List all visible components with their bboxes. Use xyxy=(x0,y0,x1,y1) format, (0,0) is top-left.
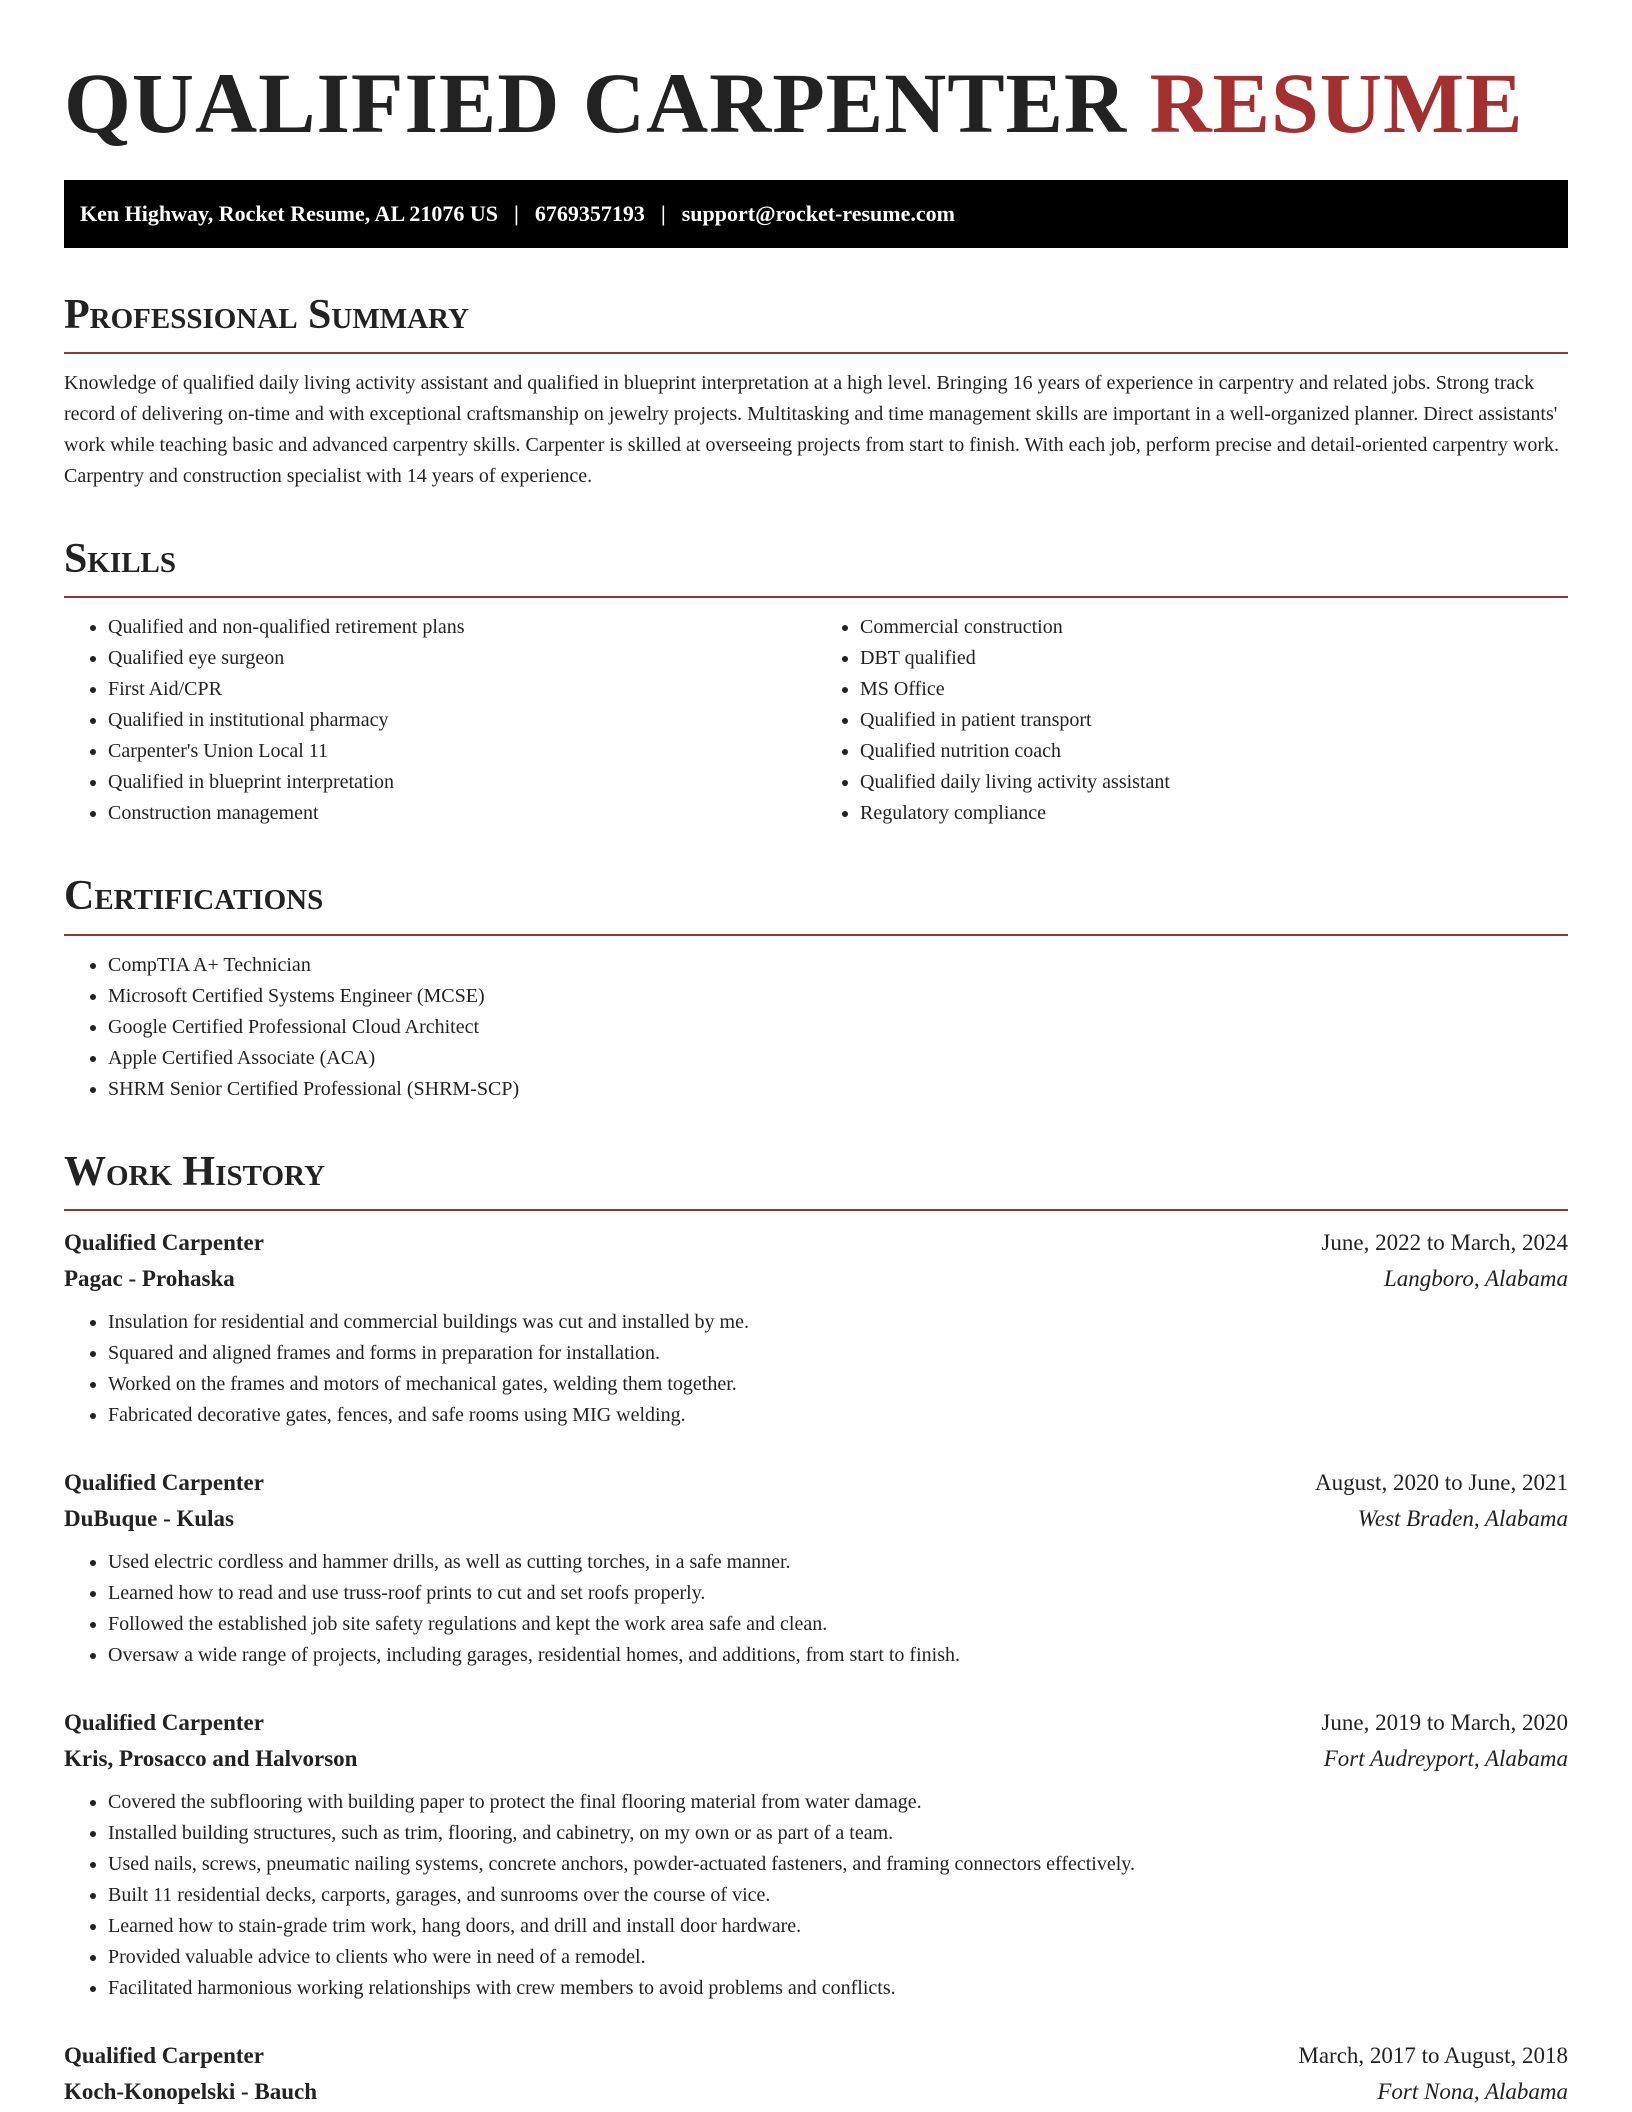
section-divider xyxy=(64,352,1568,354)
certification-item: • SHRM Senior Certified Professional (SHRM-SCP) xyxy=(108,1074,1568,1105)
title-main: QUALIFIED CARPENTER xyxy=(64,55,1128,151)
contact-phone: 6769357193 xyxy=(534,201,645,226)
job-header-row xyxy=(64,1465,1568,1501)
job-bullet: • Built 11 residential decks, carports, garages, and sunrooms over the course of vice. xyxy=(108,1880,1568,1911)
job-company-row xyxy=(64,1741,1568,1777)
skill-item: • Qualified eye surgeon xyxy=(108,643,816,674)
resume-title xyxy=(64,55,1568,151)
job-title: Qualified Carpenter xyxy=(64,1469,264,1495)
job-dates: June, 2019 to March, 2020 xyxy=(1321,1709,1568,1735)
skills-left-list xyxy=(64,612,816,829)
work-history-heading: Work History xyxy=(64,1148,325,1195)
skill-item: • Qualified and non-qualified retirement plans xyxy=(108,612,816,643)
section-divider xyxy=(64,934,1568,936)
skill-item: • Qualified in patient transport xyxy=(860,705,1568,736)
skills-heading: Skills xyxy=(64,536,177,583)
job-bullet-list xyxy=(64,1547,1568,1671)
certifications-list xyxy=(64,950,1568,1105)
job-entry xyxy=(64,1705,1568,2004)
job-bullet: • Learned how to stain-grade trim work, hang doors, and drill and install door hardware. xyxy=(108,1911,1568,1942)
job-title: Qualified Carpenter xyxy=(64,1229,264,1255)
skills-grid xyxy=(64,612,1568,829)
job-entry xyxy=(64,2038,1568,2110)
job-dates: March, 2017 to August, 2018 xyxy=(1298,2042,1568,2068)
job-bullet: • Used nails, screws, pneumatic nailing systems, concrete anchors, powder-actuated fasteners, and framing connectors effectively. xyxy=(108,1849,1568,1880)
job-bullet: • Worked on the frames and motors of mechanical gates, welding them together. xyxy=(108,1369,1568,1400)
skill-item: • Construction management xyxy=(108,798,816,829)
certification-item: • CompTIA A+ Technician xyxy=(108,950,1568,981)
job-bullet: • Used electric cordless and hammer drills, as well as cutting torches, in a safe manner. xyxy=(108,1547,1568,1578)
skill-item: • Commercial construction xyxy=(860,612,1568,643)
skill-item: • Regulatory compliance xyxy=(860,798,1568,829)
certification-item: • Google Certified Professional Cloud Architect xyxy=(108,1012,1568,1043)
certification-item: • Microsoft Certified Systems Engineer (MCSE) xyxy=(108,981,1568,1012)
summary-heading: Professional Summary xyxy=(64,292,469,338)
job-bullet: • Insulation for residential and commercial buildings was cut and installed by me. xyxy=(108,1307,1568,1338)
job-bullet-list xyxy=(64,1787,1568,2004)
skill-item: • DBT qualified xyxy=(860,643,1568,674)
job-company: Koch-Konopelski - Bauch xyxy=(64,2078,318,2104)
job-bullet: • Learned how to read and use truss-roof prints to cut and set roofs properly. xyxy=(108,1578,1568,1609)
job-entry xyxy=(64,1465,1568,1671)
summary-text: Knowledge of qualified daily living activity assistant and qualified in blueprint interpretation at a high level. Bringing 16 years of experience in carpentry and related jobs. Strong track record of delivering on-time and with exceptional craftsmanship on jewelry projects. Multitasking and time management skills are important in a well-organized planner. Direct assistants' work while teaching basic and advanced carpentry skills. Carpenter is skilled at overseeing projects from start to finish. With each job, perform precise and detail-oriented carpentry work. Carpentry and construction specialist with 14 years of experience. xyxy=(64,372,1559,488)
job-company-row xyxy=(64,1261,1568,1297)
job-company: DuBuque - Kulas xyxy=(64,1505,235,1531)
job-bullet: • Followed the established job site safety regulations and kept the work area safe and clean. xyxy=(108,1609,1568,1640)
job-entry xyxy=(64,1225,1568,1431)
job-location: West Braden, Alabama xyxy=(1357,1505,1568,1531)
job-bullet: • Installed building structures, such as trim, flooring, and cabinetry, on my own or as part of a team. xyxy=(108,1818,1568,1849)
skill-item: • MS Office xyxy=(860,674,1568,705)
job-title: Qualified Carpenter xyxy=(64,2042,264,2068)
job-header-row xyxy=(64,2038,1568,2074)
job-header-row xyxy=(64,1225,1568,1261)
work-history-list xyxy=(64,1225,1568,2110)
job-bullet: • Fabricated decorative gates, fences, and safe rooms using MIG welding. xyxy=(108,1400,1568,1431)
skill-item: • Qualified in institutional pharmacy xyxy=(108,705,816,736)
skill-item: • Qualified daily living activity assistant xyxy=(860,767,1568,798)
job-company: Kris, Prosacco and Halvorson xyxy=(64,1745,358,1771)
contact-separator: | xyxy=(660,201,666,226)
job-bullet: • Oversaw a wide range of projects, including garages, residential homes, and additions, from start to finish. xyxy=(108,1640,1568,1671)
job-dates: August, 2020 to June, 2021 xyxy=(1315,1469,1568,1495)
contact-address: Ken Highway, Rocket Resume, AL 21076 US xyxy=(80,201,499,226)
job-location: Fort Nona, Alabama xyxy=(1377,2078,1568,2104)
section-divider xyxy=(64,596,1568,598)
job-dates: June, 2022 to March, 2024 xyxy=(1321,1229,1568,1255)
skills-right-list xyxy=(816,612,1568,829)
title-accent: RESUME xyxy=(1149,55,1524,151)
job-location: Langboro, Alabama xyxy=(1383,1265,1568,1291)
job-bullet: • Facilitated harmonious working relationships with crew members to avoid problems and conflicts. xyxy=(108,1973,1568,2004)
job-bullet: • Covered the subflooring with building paper to protect the final flooring material from water damage. xyxy=(108,1787,1568,1818)
certification-item: • Apple Certified Associate (ACA) xyxy=(108,1043,1568,1074)
skill-item: • First Aid/CPR xyxy=(108,674,816,705)
job-company-row xyxy=(64,2074,1568,2110)
job-company: Pagac - Prohaska xyxy=(64,1265,235,1291)
section-divider xyxy=(64,1209,1568,1211)
job-bullet: • Squared and aligned frames and forms in preparation for installation. xyxy=(108,1338,1568,1369)
job-bullet: • Provided valuable advice to clients who were in need of a remodel. xyxy=(108,1942,1568,1973)
contact-bar xyxy=(64,180,1568,248)
skill-item: • Carpenter's Union Local 11 xyxy=(108,736,816,767)
job-title: Qualified Carpenter xyxy=(64,1709,264,1735)
skill-item: • Qualified nutrition coach xyxy=(860,736,1568,767)
contact-separator: | xyxy=(514,201,519,226)
contact-email: support@rocket-resume.com xyxy=(681,201,955,226)
job-company-row xyxy=(64,1501,1568,1537)
skill-item: • Qualified in blueprint interpretation xyxy=(108,767,816,798)
job-bullet-list xyxy=(64,1307,1568,1431)
job-header-row xyxy=(64,1705,1568,1741)
job-location: Fort Audreyport, Alabama xyxy=(1323,1745,1568,1771)
certifications-heading: Certifications xyxy=(64,873,324,920)
